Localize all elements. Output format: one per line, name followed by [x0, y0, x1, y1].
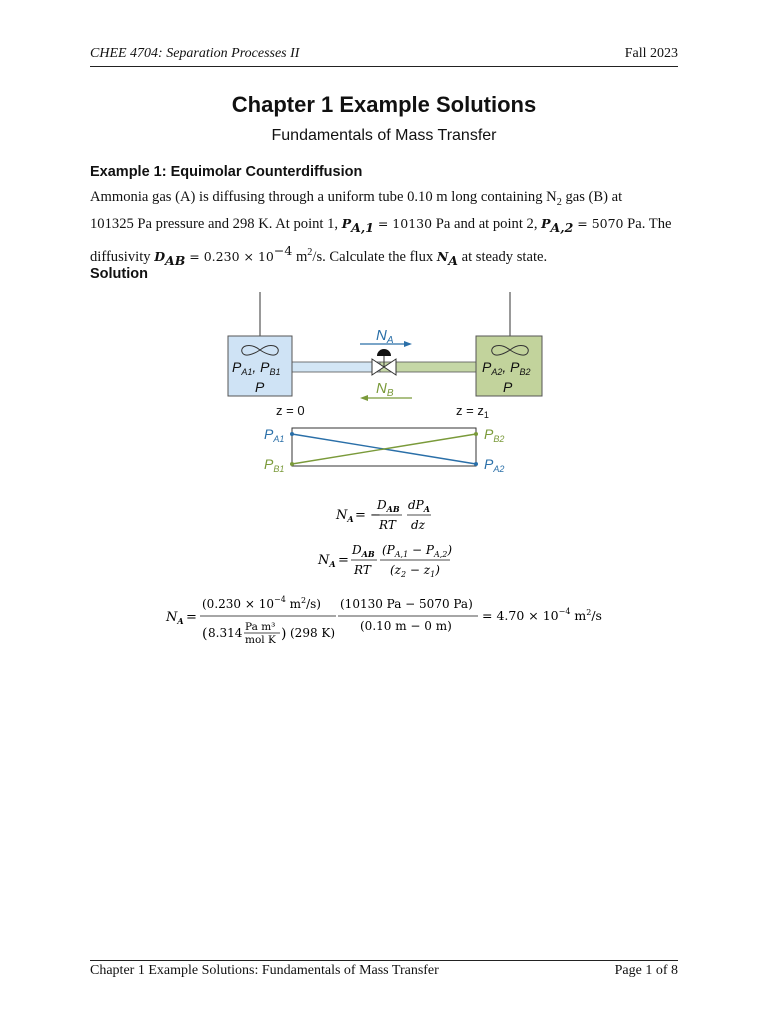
- eq2-equals: =: [338, 553, 349, 568]
- eq1-num2: $dP_A$: [408, 498, 430, 514]
- eq3-den-unit-num: Pa m³: [245, 621, 276, 633]
- page-footer: [90, 960, 678, 978]
- math-value: = 5070: [573, 215, 624, 231]
- math-var: P: [341, 215, 352, 231]
- eq2-den2: $(z_2 - z_1)$: [390, 563, 440, 579]
- math-sub: A,1: [351, 219, 374, 235]
- equation-fick: [0, 494, 768, 539]
- flux-a-arrowhead: [404, 341, 412, 347]
- eq1-lhs: $N_A$: [336, 508, 354, 524]
- solution-heading: Solution: [90, 266, 148, 282]
- pb2-label: $P_{B2}$: [484, 426, 505, 444]
- math-sub: A,2: [550, 219, 574, 235]
- eq3-result: = $4.70 \times 10^{-4}$ $m^2/s$: [482, 607, 602, 623]
- z1-label: $z = z_1$: [456, 403, 489, 420]
- problem-text: gas (B) at: [561, 189, 623, 205]
- problem-sup: 2: [307, 246, 313, 258]
- problem-text: at steady state.: [457, 248, 548, 265]
- page-header: [90, 46, 678, 67]
- eq1-num1: $D_{AB}$: [377, 498, 400, 514]
- math-value: = 0.230 × 10: [185, 248, 274, 264]
- page-subtitle: Fundamentals of Mass Transfer: [271, 127, 497, 144]
- eq1-equals: = −: [355, 508, 381, 523]
- page-number: Page 1 of 8: [614, 963, 678, 978]
- eq3-den-const: 8.314: [208, 626, 243, 640]
- eq3-numerator2: (10130 Pa − 5070 Pa): [340, 597, 473, 611]
- eq1-den2: dz: [411, 518, 426, 532]
- left-tank-total-pressure: P: [255, 379, 265, 395]
- math-var: D: [154, 248, 166, 264]
- eq2-lhs: $N_A$: [318, 553, 336, 569]
- problem-text: /s. Calculate the flux: [312, 248, 437, 265]
- eq3-lhs: $N_A$: [166, 610, 184, 626]
- term-label: Fall 2023: [624, 46, 678, 61]
- pa2-point: [474, 462, 478, 466]
- eq2-num1: $D_{AB}$: [352, 543, 375, 559]
- eq3-den-unit-den: mol K: [245, 634, 276, 646]
- eq3-equals: =: [186, 610, 197, 625]
- pa1-point: [290, 432, 294, 436]
- pb1-label: $P_{B1}$: [264, 456, 285, 474]
- problem-text: diffusivity: [90, 248, 155, 265]
- math-sub: A: [448, 252, 458, 268]
- eq3-den-paren-open: (: [202, 626, 208, 642]
- flux-b-arrowhead: [360, 395, 368, 401]
- left-tank-pressures: $P_{A1}$, $P_{B1}$: [232, 359, 281, 377]
- equation-numeric: [0, 586, 768, 657]
- pb1-point: [290, 462, 294, 466]
- page-title: Chapter 1 Example Solutions: [231, 92, 537, 117]
- footer-title: Chapter 1 Example Solutions: Fundamentals of Mass Transfer: [90, 963, 439, 978]
- math-var: N: [436, 248, 449, 264]
- profile-box: [292, 428, 476, 466]
- eq1-den1: RT: [379, 518, 396, 532]
- problem-sub: 2: [556, 196, 562, 208]
- example-heading: Example 1: Equimolar Counterdiffusion: [90, 164, 363, 180]
- tube-left-segment: [292, 362, 380, 372]
- eq3-den-temp: (298 K): [290, 626, 336, 640]
- flux-b-label: $N_B$: [376, 380, 394, 399]
- problem-text: 101325 Pa pressure and 298 K. At point 1,: [90, 215, 342, 232]
- math-var: P: [541, 215, 551, 231]
- diffusion-diagram: [220, 286, 560, 491]
- pa2-label: $P_{A2}$: [484, 456, 505, 474]
- course-title: CHEE 4704: Separation Processes II: [90, 46, 300, 61]
- right-tank-total-pressure: P: [503, 379, 513, 395]
- pa1-label: $P_{A1}$: [264, 426, 285, 444]
- z0-label: z = 0: [276, 403, 305, 418]
- problem-text: Ammonia gas (A) is diffusing through a uniform tube 0.10 m long containing N: [90, 189, 557, 205]
- eq3-numerator: ($0.230 \times 10^{-4}$ $m^2/s$): [202, 595, 321, 611]
- problem-statement: [90, 187, 690, 273]
- right-tank-pressures: $P_{A2}$, $P_{B2}$: [482, 359, 531, 377]
- problem-text: Pa and at point 2,: [432, 215, 542, 232]
- eq3-den-paren-close: ): [281, 626, 287, 642]
- equation-integrated: [0, 538, 768, 585]
- math-sub: AB: [165, 252, 186, 268]
- math-value: = 10130: [373, 215, 433, 231]
- flux-a-label: $N_A$: [376, 327, 394, 346]
- math-exp: −4: [273, 242, 293, 258]
- eq2-den1: RT: [354, 563, 371, 577]
- problem-text: Pa. The: [623, 215, 672, 232]
- eq2-num2: $(P_{A,1} - P_{A,2})$: [382, 543, 453, 559]
- pb2-point: [474, 432, 478, 436]
- problem-text: m: [292, 248, 308, 265]
- eq3-denominator2: (0.10 m − 0 m): [360, 619, 452, 633]
